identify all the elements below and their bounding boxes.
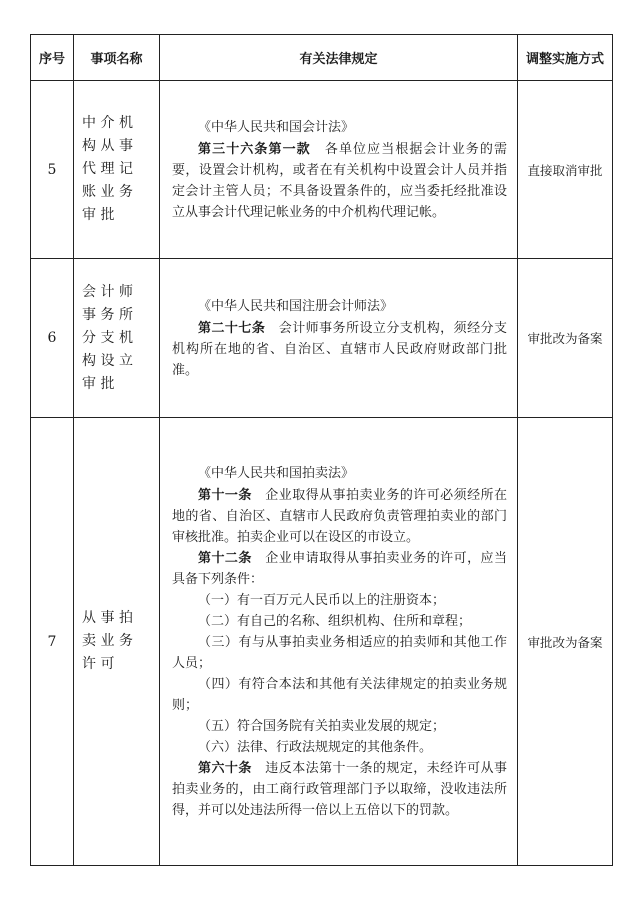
table-row [31,418,613,866]
header-legal-provisions: 有关法律规定 [160,35,518,81]
article-number: 第三十六条第一款 [198,141,311,157]
law-paragraph [172,737,507,758]
adjustment-method: 审批改为备案 [518,259,613,418]
law-paragraph [172,716,507,737]
regulation-table [30,34,613,866]
row-number: 6 [31,259,74,418]
law-paragraph [172,758,507,821]
condition-item: （六）法律、行政法规规定的其他条件。 [198,739,433,755]
article-number: 第六十条 [198,760,252,776]
condition-item: （二）有自己的名称、组织机构、住所和章程； [198,613,472,629]
header-adjustment-method: 调整实施方式 [518,35,613,81]
law-paragraph [172,318,507,381]
row-number: 5 [31,81,74,259]
header-item-name: 事项名称 [74,35,160,81]
article-number: 第十二条 [198,550,252,566]
table-row [31,259,613,418]
law-title: 《中华人民共和国注册会计师法》 [198,298,394,314]
item-name: 中介机构从事代理记账业务审批 [74,81,160,259]
condition-item: （三）有与从事拍卖业务相适应的拍卖师和其他工作人员； [172,634,507,671]
law-paragraph [172,548,507,590]
row-number: 7 [31,418,74,866]
legal-provisions [160,81,518,259]
law-paragraph [172,674,507,716]
law-paragraph [172,485,507,548]
legal-provisions [160,259,518,418]
header-serial-number: 序号 [31,35,74,81]
law-title: 《中华人民共和国拍卖法》 [198,465,355,481]
law-paragraph [172,139,507,223]
item-name: 会计师事务所分支机构设立审批 [74,259,160,418]
law-paragraph [172,590,507,611]
condition-item: （四）有符合本法和其他有关法律规定的拍卖业务规则； [172,676,507,713]
law-paragraph [172,632,507,674]
law-paragraph [172,611,507,632]
article-text: 会计师事务所设立分支机构，须经分支机构所在地的省、自治区、直辖市人民政府财政部门批准。 [172,320,507,378]
condition-item: （五）符合国务院有关拍卖业发展的规定； [198,718,446,734]
article-text: 企业申请取得从事拍卖业务的许可，应当具备下列条件： [172,550,507,587]
article-text: 企业取得从事拍卖业务的许可必须经所在地的省、自治区、直辖市人民政府负责管理拍卖业的部门审核批准。拍卖企业可以在设区的市设立。 [172,487,507,545]
table-row [31,81,613,259]
legal-provisions [160,418,518,866]
article-number: 第十一条 [198,487,252,503]
table-header-row [31,35,613,81]
condition-item: （一）有一百万元人民币以上的注册资本； [198,592,446,608]
adjustment-method: 直接取消审批 [518,81,613,259]
article-text: 违反本法第十一条的规定，未经许可从事拍卖业务的，由工商行政管理部门予以取缔，没收违法所得，并可以处违法所得一倍以上五倍以下的罚款。 [172,760,507,818]
article-text: 各单位应当根据会计业务的需要，设置会计机构，或者在有关机构中设置会计人员并指定会计主管人员；不具备设置条件的，应当委托经批准设立从事会计代理记帐业务的中介机构代理记帐。 [172,141,507,220]
item-name: 从事拍卖业务许可 [74,418,160,866]
law-title: 《中华人民共和国会计法》 [198,119,355,135]
adjustment-method: 审批改为备案 [518,418,613,866]
article-number: 第二十七条 [198,320,266,336]
